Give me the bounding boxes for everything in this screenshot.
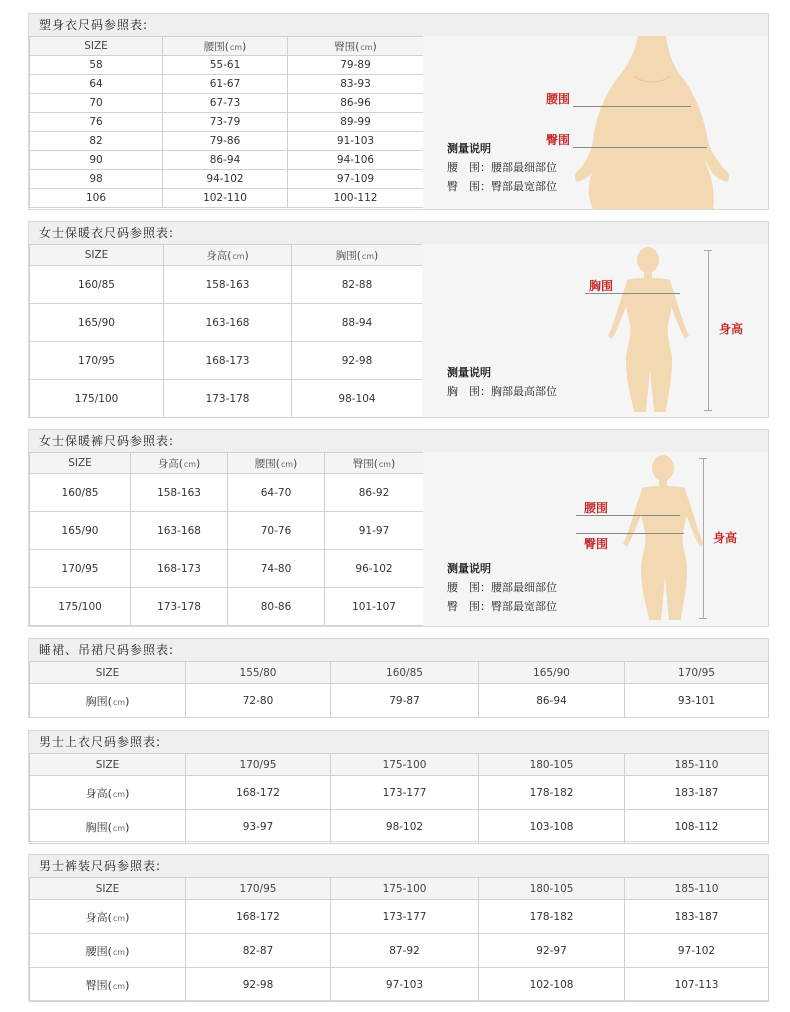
row-label: 165/90: [30, 304, 164, 342]
table-cell: 88-94: [292, 304, 423, 342]
table-cell: 74-80: [228, 550, 325, 588]
section-nightdress: [28, 638, 769, 718]
table-row: [30, 75, 424, 94]
table-cell: 96-102: [325, 550, 424, 588]
table-row: [30, 189, 424, 208]
table-row: [30, 934, 769, 968]
table-cell: 73-79: [163, 113, 288, 132]
section-title: 塑身衣尺码参照表:: [29, 14, 768, 37]
size-table: [29, 452, 424, 626]
table-cell: 92-98: [292, 342, 423, 380]
row-label: 175/100: [30, 380, 164, 418]
column-header: 175-100: [331, 878, 479, 900]
table-cell: 55-61: [163, 56, 288, 75]
height-tick: [704, 410, 712, 411]
column-header: 185-110: [625, 878, 769, 900]
hip-line: [576, 533, 684, 534]
waist-label: 腰围: [546, 92, 571, 106]
note-line: 胸 围：胸部最高部位: [447, 385, 557, 398]
table-cell: 97-109: [288, 170, 424, 189]
row-label: 106: [30, 189, 163, 208]
table-row: [30, 342, 423, 380]
table-cell: 173-177: [331, 776, 479, 810]
section-men-top: [28, 730, 769, 842]
table-row: [30, 776, 769, 810]
table-cell: 163-168: [164, 304, 292, 342]
table-cell: 97-102: [625, 934, 769, 968]
table-row: [30, 94, 424, 113]
size-table: [29, 661, 769, 718]
header-row: [30, 662, 769, 684]
table-cell: 98-104: [292, 380, 423, 418]
column-header: 175-100: [331, 754, 479, 776]
table-cell: 70-76: [228, 512, 325, 550]
height-tick: [699, 618, 707, 619]
table-row: [30, 588, 424, 626]
table-cell: 79-89: [288, 56, 424, 75]
column-header: SIZE: [30, 878, 186, 900]
table-cell: 168-173: [164, 342, 292, 380]
column-header: SIZE: [30, 37, 163, 56]
column-header: 臀围(cm): [325, 453, 424, 474]
size-table: [29, 36, 424, 208]
row-label: 160/85: [30, 266, 164, 304]
hip-label: 臀围: [546, 133, 571, 147]
table-cell: 178-182: [479, 776, 625, 810]
row-label: 64: [30, 75, 163, 94]
row-label: 身高(cm): [30, 776, 186, 810]
column-header: 155/80: [186, 662, 331, 684]
table-cell: 94-102: [163, 170, 288, 189]
row-label: 70: [30, 94, 163, 113]
table-cell: 89-99: [288, 113, 424, 132]
table-cell: 163-168: [131, 512, 228, 550]
table-cell: 158-163: [164, 266, 292, 304]
table-cell: 87-92: [331, 934, 479, 968]
table-cell: 183-187: [625, 900, 769, 934]
section-women-thermal-top: [28, 221, 769, 418]
table-cell: 91-97: [325, 512, 424, 550]
column-header: 身高(cm): [164, 245, 292, 266]
table-cell: 93-97: [186, 810, 331, 844]
table-row: [30, 474, 424, 512]
table-cell: 97-103: [331, 968, 479, 1002]
figure-panel: [422, 244, 768, 417]
column-header: 170/95: [186, 754, 331, 776]
row-label: 175/100: [30, 588, 131, 626]
row-label: 臀围(cm): [30, 968, 186, 1002]
column-header: 160/85: [331, 662, 479, 684]
table-row: [30, 304, 423, 342]
table-cell: 173-178: [164, 380, 292, 418]
row-label: 170/95: [30, 342, 164, 380]
row-label: 82: [30, 132, 163, 151]
column-header: SIZE: [30, 754, 186, 776]
table-cell: 79-86: [163, 132, 288, 151]
note-line: 腰 围：腰部最细部位: [447, 161, 557, 174]
column-header: 臀围(cm): [288, 37, 424, 56]
table-cell: 103-108: [479, 810, 625, 844]
table-cell: 92-98: [186, 968, 331, 1002]
figure-panel: [423, 452, 768, 626]
table-cell: 67-73: [163, 94, 288, 113]
header-row: [30, 878, 769, 900]
table-row: [30, 170, 424, 189]
column-header: 身高(cm): [131, 453, 228, 474]
note-title: 测量说明: [447, 366, 491, 379]
table-cell: 93-101: [625, 684, 769, 718]
table-cell: 86-94: [479, 684, 625, 718]
table-cell: 86-94: [163, 151, 288, 170]
table-row: [30, 900, 769, 934]
height-label: 身高: [713, 531, 738, 545]
column-header: 腰围(cm): [228, 453, 325, 474]
column-header: 185-110: [625, 754, 769, 776]
table-cell: 64-70: [228, 474, 325, 512]
size-table: [29, 877, 769, 1002]
column-header: SIZE: [30, 662, 186, 684]
table-row: [30, 113, 424, 132]
column-header: 腰围(cm): [163, 37, 288, 56]
height-line: [708, 250, 709, 410]
section-title: 女士保暖衣尺码参照表:: [29, 222, 768, 245]
column-header: SIZE: [30, 453, 131, 474]
table-cell: 100-112: [288, 189, 424, 208]
table-row: [30, 151, 424, 170]
table-cell: 102-110: [163, 189, 288, 208]
section-men-pants: [28, 854, 769, 1001]
table-cell: 183-187: [625, 776, 769, 810]
hip-label: 臀围: [584, 537, 609, 551]
table-cell: 82-88: [292, 266, 423, 304]
table-row: [30, 550, 424, 588]
table-cell: 86-92: [325, 474, 424, 512]
header-row: [30, 37, 424, 56]
figure-panel: [423, 36, 768, 209]
measure-note: [447, 559, 557, 616]
table-row: [30, 512, 424, 550]
size-table: [29, 753, 769, 844]
measure-note: [447, 363, 557, 401]
table-cell: 158-163: [131, 474, 228, 512]
table-cell: 102-108: [479, 968, 625, 1002]
note-line: 腰 围：腰部最细部位: [447, 581, 557, 594]
table-row: [30, 380, 423, 418]
row-label: 90: [30, 151, 163, 170]
table-cell: 72-80: [186, 684, 331, 718]
note-title: 测量说明: [447, 142, 491, 155]
column-header: 170/95: [625, 662, 769, 684]
measure-note: [447, 139, 557, 196]
table-cell: 107-113: [625, 968, 769, 1002]
waist-line: [573, 106, 691, 107]
note-line: 臀 围：臀部最宽部位: [447, 180, 557, 193]
waist-label: 腰围: [584, 501, 609, 515]
table-cell: 108-112: [625, 810, 769, 844]
row-label: 胸围(cm): [30, 810, 186, 844]
chest-label: 胸围: [589, 279, 614, 293]
table-cell: 79-87: [331, 684, 479, 718]
table-cell: 173-177: [331, 900, 479, 934]
section-women-thermal-pants: [28, 429, 769, 627]
section-shapewear: [28, 13, 769, 210]
table-cell: 178-182: [479, 900, 625, 934]
height-tick: [704, 250, 712, 251]
table-cell: 82-87: [186, 934, 331, 968]
header-row: [30, 453, 424, 474]
section-title: 女士保暖裤尺码参照表:: [29, 430, 768, 453]
height-line: [703, 458, 704, 618]
table-cell: 168-172: [186, 776, 331, 810]
table-cell: 98-102: [331, 810, 479, 844]
table-cell: 173-178: [131, 588, 228, 626]
table-cell: 92-97: [479, 934, 625, 968]
table-cell: 101-107: [325, 588, 424, 626]
height-label: 身高: [719, 322, 744, 336]
column-header: 胸围(cm): [292, 245, 423, 266]
table-cell: 80-86: [228, 588, 325, 626]
row-label: 170/95: [30, 550, 131, 588]
table-cell: 168-173: [131, 550, 228, 588]
table-row: [30, 810, 769, 844]
row-label: 胸围(cm): [30, 684, 186, 718]
table-row: [30, 56, 424, 75]
header-row: [30, 245, 423, 266]
column-header: 165/90: [479, 662, 625, 684]
column-header: SIZE: [30, 245, 164, 266]
column-header: 180-105: [479, 878, 625, 900]
table-row: [30, 266, 423, 304]
height-tick: [699, 458, 707, 459]
row-label: 98: [30, 170, 163, 189]
hip-line: [573, 147, 707, 148]
row-label: 身高(cm): [30, 900, 186, 934]
row-label: 160/85: [30, 474, 131, 512]
table-row: [30, 684, 769, 718]
table-row: [30, 132, 424, 151]
table-cell: 91-103: [288, 132, 424, 151]
row-label: 58: [30, 56, 163, 75]
section-title: 男士上衣尺码参照表:: [29, 731, 768, 754]
table-cell: 83-93: [288, 75, 424, 94]
row-label: 76: [30, 113, 163, 132]
table-cell: 86-96: [288, 94, 424, 113]
column-header: 170/95: [186, 878, 331, 900]
table-cell: 168-172: [186, 900, 331, 934]
size-table: [29, 244, 423, 418]
section-title: 男士裤装尺码参照表:: [29, 855, 768, 878]
table-row: [30, 968, 769, 1002]
row-label: 165/90: [30, 512, 131, 550]
table-cell: 94-106: [288, 151, 424, 170]
note-line: 臀 围：臀部最宽部位: [447, 600, 557, 613]
section-title: 睡裙、吊裙尺码参照表:: [29, 639, 768, 662]
note-title: 测量说明: [447, 562, 491, 575]
header-row: [30, 754, 769, 776]
column-header: 180-105: [479, 754, 625, 776]
row-label: 腰围(cm): [30, 934, 186, 968]
table-cell: 61-67: [163, 75, 288, 94]
